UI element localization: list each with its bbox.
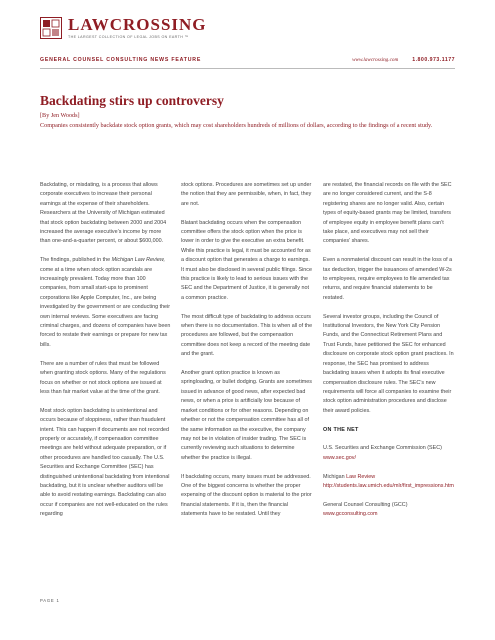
resource-mlr-link[interactable]: http://students.law.umich.edu/mlr/first_impressions.htm [323,482,454,489]
resource-gcc-name: General Counsel Consulting (GCC) [323,501,408,508]
publication-name: Michigan Law Review, [111,257,165,264]
resource-sec-name: U.S. Securities and Exchange Commission (SEC) [323,445,442,452]
logo-name: LAWCROSSING [68,15,207,34]
paragraph: Even a nonmaterial discount can result in the loss of a tax deduction, trigger the issuances of amended W-2s to employees, require employees to file amended tax returns, and require financial statements to be restated. [323,257,453,301]
paragraph: stock options. Procedures are sometimes set up under the notion that they are permissible, when, in fact, they are not. [181,182,312,207]
logo [40,16,207,39]
resource-gcc-link[interactable]: www.gcconsulting.com [323,511,378,518]
paragraph: The findings, published in the Michigan Law Review, come at a time when stock option scandals are increasingly prevalent. Today more than 100 companies, from small start-ups to prominent corporations like Apple Computer, Inc., are being investigated by the government or are conducting their own internal reviews. Some executives are facing criminal charges, and dozens of companies have been forced to restate their earnings or prepare for new tax bills. [40,257,171,348]
article-byline: [By Jen Woods] [40,112,80,119]
header-divider [40,68,455,69]
paragraph: There are a number of rules that must be followed when granting stock options. Many of the regulations focus on whether or not stock options are issued at less than fair market value at the time of the grant. [40,360,166,395]
paragraph: Another grant option practice is known as springloading, or bullet dodging. Grants are sometimes issued in advance of good news, after expected bad news, or when a price is artificially low because of market conditions or for other reasons. Depending on whether or not the compensation committee has all of the same information as the executive, the company may not be in violation of insider trading. The SEC is currently reviewing such situations to determine whether the practice is illegal. [181,370,312,461]
column-3 [323,181,455,520]
article-deck: Companies consistently backdate stock option grants, which may cost shareholders hundreds of millions of dollars, according to the findings of a recent study. [40,122,433,129]
paragraph: Several investor groups, including the Council of Institutional Investors, the New York City Pension Funds, and the Connecticut Retirement Plans and Trust Funds, have petitioned the SEC for enhanced disclosure on corporate stock option grant practices. In response, the SEC has promised to address backdating issues when it adopts its final executive compensation disclosure rules. The SEC’s new requirements will force all companies to examine their stock option administration procedures and disclose their award policies. [323,313,454,414]
logo-tagline: THE LARGEST COLLECTION OF LEGAL JOBS ON EARTH ™ [68,35,189,39]
column-1 [40,181,172,529]
phone-number: 1.800.973.1177 [412,57,455,63]
feature-label: GENERAL COUNSEL CONSULTING NEWS FEATURE [40,57,202,63]
article-title: Backdating stirs up controversy [40,93,224,108]
paragraph: If backdating occurs, many issues must be addressed. One of the biggest concerns is whether the proper expensing of the discount option is material to the prior financial statements. If it is, then the financial statements have to be restated. Until they [181,473,312,518]
logo-grid-icon [40,17,62,39]
paragraph: are restated, the financial records on file with the SEC are no longer considered current, and the S-8 registering shares are no longer valid. Also, certain types of equity-based grants may be limited, transfers of employee equity in employee benefit plans can’t take place, and executives may not sell their companies’ shares. [323,182,452,245]
header-bar [40,57,455,63]
paragraph: Most stock option backdating is unintentional and occurs because of sloppiness, rather than fraudulent intent. This can happen if documents are not recorded properly or accurately, if compensation committee meetings are held without adequate preparation, or if other procedures are handled too casually. The U.S. Securities and Exchange Committee (SEC) has distinguished unintentional backdating from intentional backdating, but it is unclear whether auditors will be able to avoid restating earnings. Backdating can also occur if companies are not well-educated on the rules regarding [40,407,170,518]
column-2 [181,181,313,529]
resource-sec-link[interactable]: www.sec.gov/ [323,454,356,461]
paragraph: Blatant backdating occurs when the compensation committee offers the stock option when the price is lower in order to give the executive an extra benefit. While this practice is legal, it must be accounted for as a discount option that generates a charge to earnings. It must also be disclosed in several public filings. Since this practice is likely to lead to serious issues with the SEC and the Department of Justice, it is generally not a common practice. [181,219,312,301]
on-the-net-heading: ON THE NET [323,426,359,433]
paragraph: Backdating, or misdating, is a process that allows corporate executives to increase their personal earnings at the expense of their shareholders. Researchers at the University of Michigan estimated that stock option backdating between 2000 and 2004 increased the average executive’s income by more than one-and-a-quarter percent, or about $600,000. [40,182,167,245]
page-number: PAGE 1 [40,598,60,603]
paragraph: The most difficult type of backdating to address occurs when there is no documentation. This is when all of the procedures are followed, but the compensation committee does not keep a record of the meeting date and the grant. [181,313,313,358]
site-url[interactable]: www.lawcrossing.com [352,57,399,63]
resource-mlr-name: Michigan Law Review [323,473,376,480]
